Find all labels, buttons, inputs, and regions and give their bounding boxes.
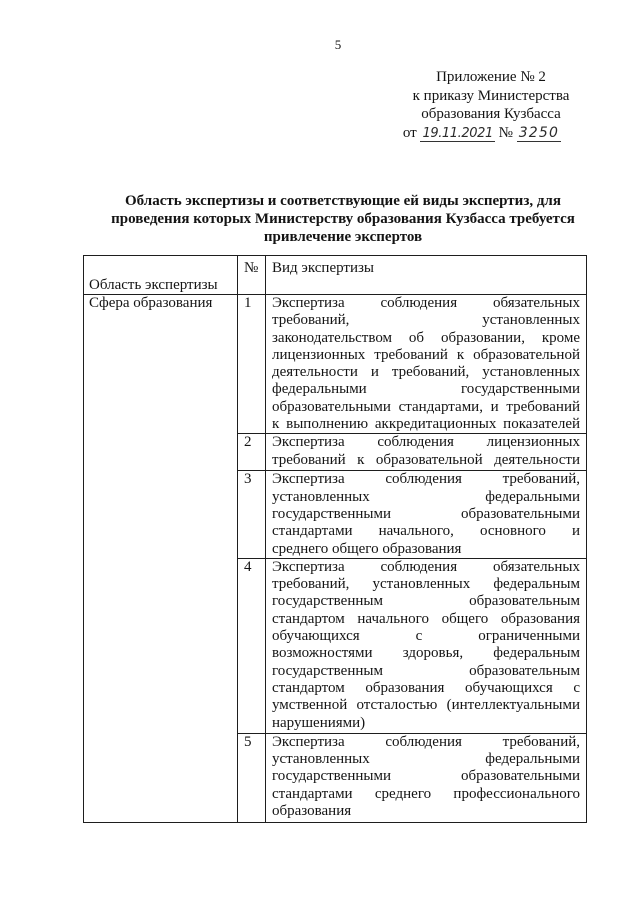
handwritten-number: 3250 — [518, 125, 560, 142]
appendix-date-line — [382, 124, 582, 144]
header-area: Область экспертизы — [84, 256, 238, 295]
expertise-text-line: обучающихся с ограниченными — [272, 628, 580, 645]
expertise-text-line: к выполнению аккредитационных показателей — [272, 416, 580, 433]
appendix-order-line: к приказу Министерства — [412, 87, 570, 104]
expertise-text-line: государственными образовательными — [272, 768, 580, 785]
area-cell: Сфера образования — [84, 295, 238, 823]
document-title — [83, 192, 603, 246]
expertise-text-line: Экспертиза соблюдения обязательных — [272, 558, 580, 575]
appendix-ministry-line: образования Кузбасса — [421, 106, 561, 123]
expertise-text-line: требований, установленных — [272, 312, 580, 329]
expertise-text-line: законодательством об образовании, кроме — [272, 329, 580, 346]
expertise-text-line: умственной отсталостью (интеллектуальными — [272, 697, 580, 714]
expertise-text-line: государственным образовательным — [272, 593, 580, 610]
expertise-text-line: Экспертиза соблюдения требований, — [272, 733, 580, 750]
row-number-cell: 2 — [238, 434, 266, 471]
appendix-title: Приложение № 2 — [436, 69, 546, 85]
expertise-text-line: требований к образовательной деятельности — [272, 451, 580, 468]
expertise-type-cell — [266, 295, 587, 434]
expertise-text-line: стандартом образования обучающихся с — [272, 679, 580, 696]
expertise-text-line: установленных федеральными — [272, 751, 580, 768]
row-number-cell: 5 — [238, 733, 266, 822]
title-line: проведения которых Министерству образования Кузбасса требуется — [111, 211, 575, 227]
expertise-text-line: образования — [272, 803, 352, 820]
row-number-cell: 3 — [238, 471, 266, 558]
expertise-text-line: лицензионных требований к образовательной — [272, 346, 580, 363]
expertise-text-line: Экспертиза соблюдения лицензионных — [272, 434, 580, 451]
expertise-text-line: стандартом начального общего образования — [272, 610, 580, 627]
expertise-text-line: стандартами среднего профессионального — [272, 785, 580, 802]
row-number-cell: 4 — [238, 558, 266, 733]
expertise-text-line: федеральными государственными — [272, 381, 580, 398]
header-type: Вид экспертизы — [266, 256, 587, 295]
date-prefix: от — [402, 125, 417, 142]
expertise-text-line: государственными образовательными — [272, 505, 580, 522]
expertise-text-line: Экспертиза соблюдения требований, — [272, 471, 580, 488]
expertise-text-line: стандартами начального, основного и — [272, 523, 580, 540]
expertise-type-cell — [266, 434, 587, 471]
expertise-text-line: установленных федеральными — [272, 488, 580, 505]
expertise-text-line: деятельности и требований, установленных — [272, 364, 580, 381]
expertise-text-line: среднего общего образования — [272, 540, 462, 557]
number-sign: № — [498, 125, 513, 142]
page-number: 5 — [334, 37, 342, 52]
expertise-type-cell — [266, 471, 587, 558]
expertise-text-line: нарушениями) — [272, 714, 366, 731]
title-line: привлечение экспертов — [263, 229, 423, 245]
handwritten-date: 19.11.2021 — [422, 126, 493, 142]
expertise-type-cell — [266, 733, 587, 822]
expertise-text-line: требований, установленных федеральным — [272, 576, 580, 593]
expertise-text-line: возможностями здоровья, федеральным — [272, 645, 580, 662]
expertise-type-cell — [266, 558, 587, 733]
expertise-table — [83, 255, 587, 823]
table-row — [84, 295, 587, 434]
title-line: Область экспертизы и соответствующие ей виды экспертиз, для — [125, 193, 561, 209]
row-number-cell: 1 — [238, 295, 266, 434]
expertise-text-line: Экспертиза соблюдения обязательных — [272, 295, 580, 311]
header-number: № — [238, 256, 266, 295]
table-header-row — [84, 256, 587, 295]
appendix-block — [391, 68, 591, 144]
expertise-text-line: образовательными стандартами, и требований — [272, 398, 580, 415]
expertise-text-line: государственным образовательным — [272, 662, 580, 679]
